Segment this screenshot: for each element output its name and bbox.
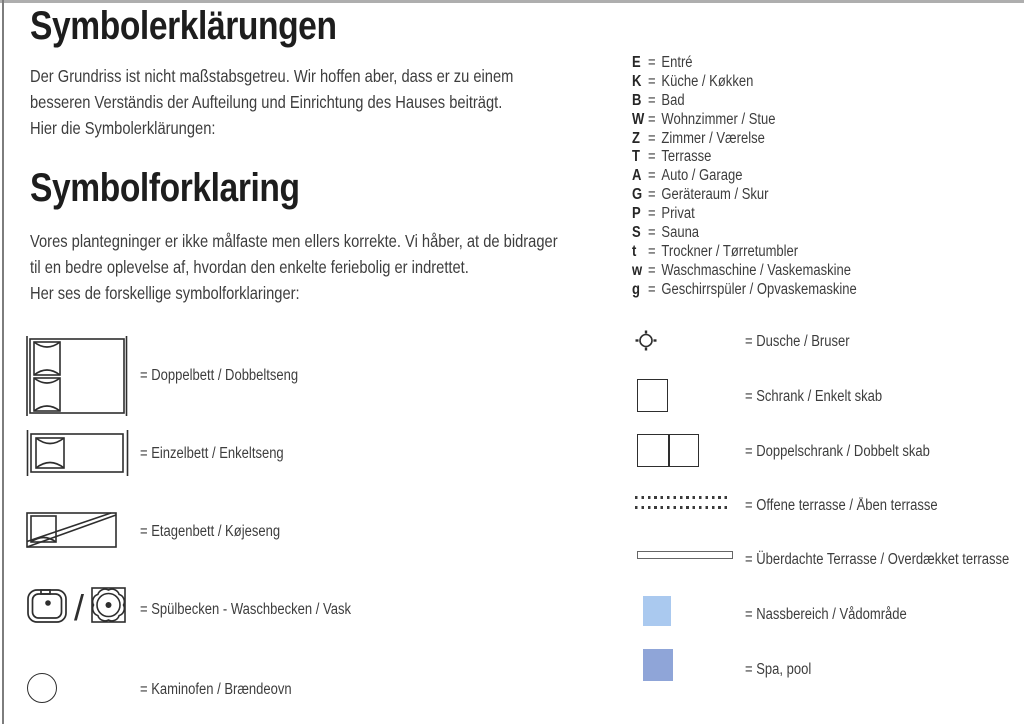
single-bed-label: = Einzelbett / Enkeltseng xyxy=(140,445,284,462)
legend-label: Waschmaschine / Vaskemaskine xyxy=(661,261,851,279)
spa-pool-label: = Spa, pool xyxy=(745,661,812,678)
legend-label: Terrasse xyxy=(661,148,712,166)
legend-label: Privat xyxy=(661,205,695,223)
legend-label: Zimmer / Værelse xyxy=(661,129,765,147)
wardrobe-divider xyxy=(668,435,670,466)
legend-letter: G xyxy=(632,186,643,204)
legend-letter: W xyxy=(632,110,645,128)
legend-row xyxy=(632,73,857,92)
page-left-edge-rule xyxy=(2,0,4,724)
double-wardrobe-icon xyxy=(637,434,699,467)
shower-label: = Dusche / Bruser xyxy=(745,333,850,350)
dotted-line xyxy=(635,506,731,509)
page-top-edge-rule xyxy=(0,0,1024,3)
german-title: Symbolerklärungen xyxy=(30,4,337,48)
shower-icon xyxy=(635,329,657,351)
legend-row xyxy=(632,167,857,186)
wet-area-swatch xyxy=(643,596,671,626)
danish-intro-line: Her ses de forskellige symbolforklaringer: xyxy=(30,283,300,303)
double-wardrobe-label: = Doppelschrank / Dobbelt skab xyxy=(745,443,930,460)
dotted-line xyxy=(635,496,731,499)
wardrobe-label: = Schrank / Enkelt skab xyxy=(745,388,883,405)
legend-letter: A xyxy=(632,167,642,185)
legend-row xyxy=(632,243,857,262)
equals-sign: = xyxy=(647,186,656,204)
legend-letter: Z xyxy=(632,129,640,147)
double-bed-icon xyxy=(25,336,129,416)
german-intro-line: besseren Verständis der Aufteilung und Einrichtung des Hauses beiträgt. xyxy=(30,92,503,112)
bunk-bed-icon xyxy=(25,511,118,549)
legend-row xyxy=(632,148,857,167)
equals-sign: = xyxy=(647,72,656,90)
equals-sign: = xyxy=(647,148,656,166)
legend-label: Wohnzimmer / Stue xyxy=(661,110,776,128)
equals-sign: = xyxy=(647,280,656,298)
double-bed-label: = Doppelbett / Dobbeltseng xyxy=(140,367,299,384)
german-intro-line: Hier die Symbolerklärungen: xyxy=(30,118,216,138)
letter-legend xyxy=(632,54,857,300)
legend-row xyxy=(632,54,857,73)
equals-sign: = xyxy=(647,205,656,223)
legend-label: Entré xyxy=(661,54,693,71)
wet-area-label: = Nassbereich / Vådområde xyxy=(745,606,907,623)
legend-letter: w xyxy=(632,261,643,279)
danish-title: Symbolforklaring xyxy=(30,166,300,210)
legend-label: Geräteraum / Skur xyxy=(661,186,769,204)
sink-icons-group xyxy=(26,585,128,630)
legend-row xyxy=(632,111,857,130)
legend-row xyxy=(632,205,857,224)
single-bed-icon xyxy=(25,430,131,476)
kitchen-sink-icon xyxy=(26,585,68,630)
equals-sign: = xyxy=(647,261,656,279)
legend-label: Sauna xyxy=(661,224,700,242)
stove-label: = Kaminofen / Brændeovn xyxy=(140,681,292,698)
german-intro xyxy=(30,63,513,141)
equals-sign: = xyxy=(647,91,656,109)
slash-separator: / xyxy=(74,586,85,628)
legend-letter: S xyxy=(632,224,641,242)
danish-intro-line: Vores plantegninger er ikke målfaste men ellers korrekte. Vi håber, at de bidrager xyxy=(30,231,558,251)
legend-row xyxy=(632,92,857,111)
legend-letter: K xyxy=(632,72,642,90)
covered-terrace-label: = Überdachte Terrasse / Overdækket terrasse xyxy=(745,551,1010,568)
legend-letter: g xyxy=(632,280,640,298)
legend-row xyxy=(632,262,857,281)
covered-terrace-icon xyxy=(637,551,733,559)
equals-sign: = xyxy=(647,242,656,260)
bunk-bed-label: = Etagenbett / Køjeseng xyxy=(140,523,281,540)
equals-sign: = xyxy=(647,167,656,185)
equals-sign: = xyxy=(647,129,656,147)
danish-intro xyxy=(30,228,558,306)
open-terrace-label: = Offene terrasse / Åben terrasse xyxy=(745,497,938,514)
spa-pool-swatch xyxy=(643,649,673,681)
legend-letter: P xyxy=(632,205,641,223)
legend-label: Auto / Garage xyxy=(661,167,743,185)
legend-row xyxy=(632,224,857,243)
legend-letter: E xyxy=(632,54,641,71)
legend-letter: T xyxy=(632,148,640,166)
legend-label: Bad xyxy=(661,91,685,109)
legend-row xyxy=(632,281,857,300)
open-terrace-icon xyxy=(635,496,731,509)
equals-sign: = xyxy=(647,224,656,242)
sink-label: = Spülbecken - Waschbecken / Vask xyxy=(140,601,351,618)
legend-row xyxy=(632,130,857,149)
german-intro-line: Der Grundriss ist nicht maßstabsgetreu. Wir hoffen aber, dass er zu einem xyxy=(30,66,514,86)
legend-label: Trockner / Tørretumbler xyxy=(661,242,799,260)
danish-intro-line: til en bedre oplevelse af, hvordan den enkelte feriebolig er indrettet. xyxy=(30,257,469,277)
legend-row xyxy=(632,186,857,205)
legend-label: Küche / Køkken xyxy=(661,72,754,90)
equals-sign: = xyxy=(647,54,656,71)
legend-letter: B xyxy=(632,91,642,109)
legend-letter: t xyxy=(632,242,637,260)
round-basin-icon xyxy=(90,585,128,630)
wood-stove-icon xyxy=(27,673,57,703)
equals-sign: = xyxy=(647,110,656,128)
wardrobe-icon xyxy=(637,379,668,412)
legend-label: Geschirrspüler / Opvaskemaskine xyxy=(661,280,857,298)
